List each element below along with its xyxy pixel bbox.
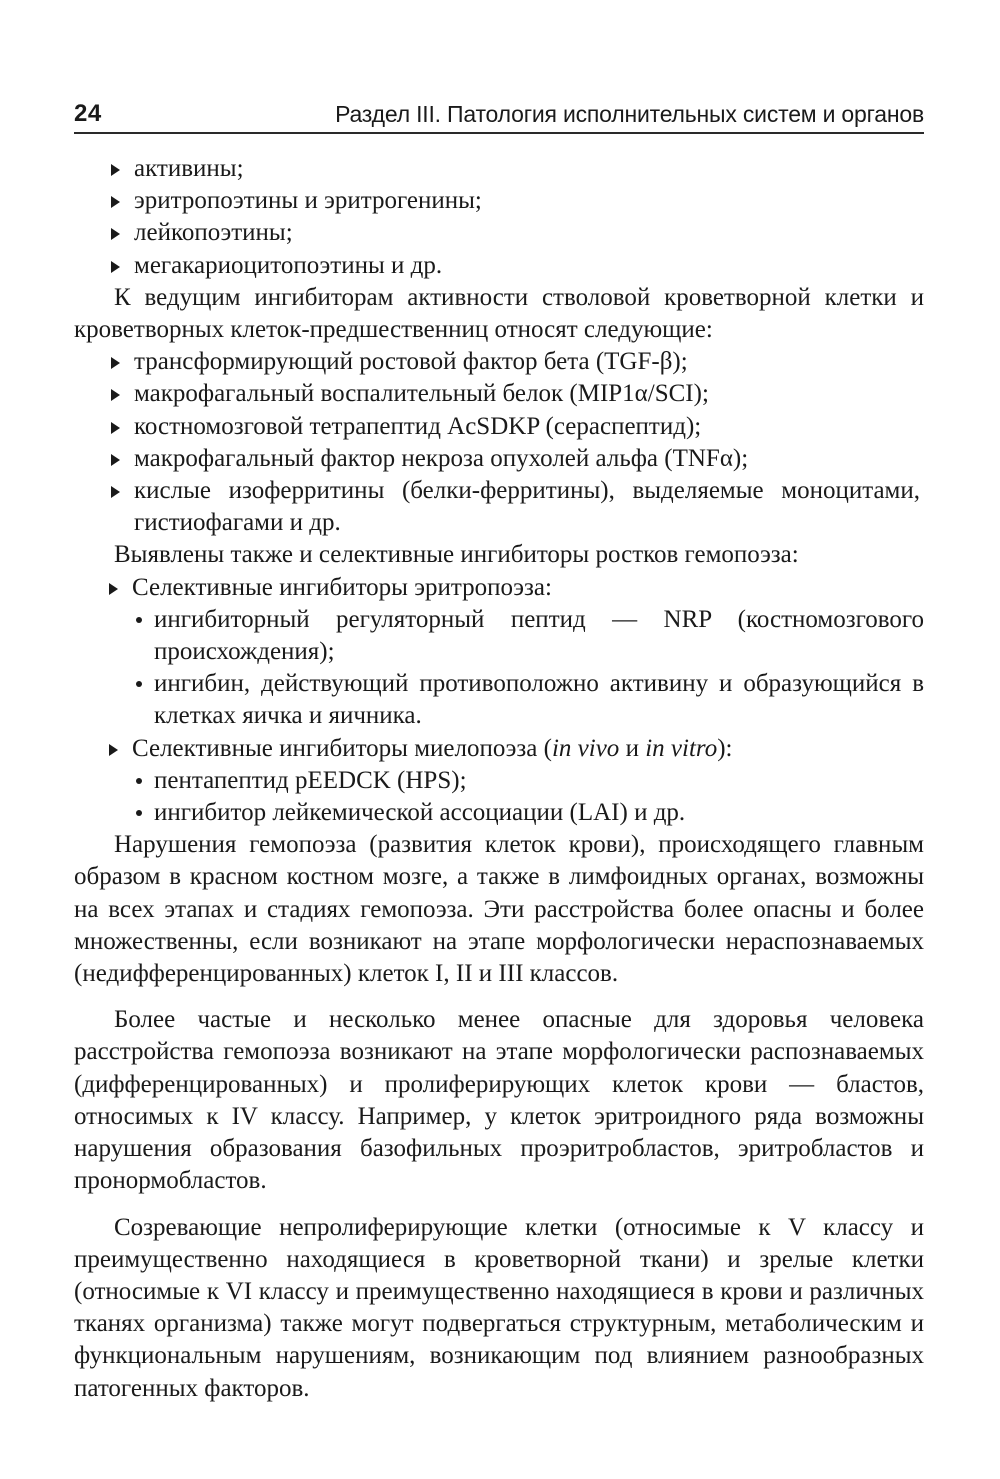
- triangle-bullet-icon: [111, 164, 120, 176]
- section-title: Раздел III. Патология исполнительных систем и органов: [335, 101, 924, 127]
- triangle-bullet-icon: [111, 389, 120, 401]
- triangle-bullet-icon: [111, 486, 120, 498]
- page-body: [74, 153, 924, 1405]
- paragraph: Нарушения гемопоэза (развития клеток крови), происходящего главным образом в красном костном мозге, а также в лимфоидных органах, возможны на всех этапах и стадиях гемопоэза. Эти расстройства более опасны и более множественны, если возникают на этапе морфологически нераспознаваемых (недифференцированных) клеток I, II и III классов.: [74, 831, 924, 988]
- triangle-bullet-icon: [111, 261, 120, 273]
- triangle-bullet-icon: [111, 228, 120, 240]
- dot-bullet-icon: [136, 778, 142, 784]
- in-vitro-term: in vitro: [645, 734, 718, 762]
- list-item: лейкопоэтины;: [74, 217, 920, 249]
- triangle-bullet-icon: [111, 422, 120, 434]
- triangle-bullet-icon: [109, 744, 118, 756]
- regulators-list: [74, 153, 924, 282]
- list-item: ингибиторный регуляторный пептид — NRP (костномозгового происхождения);: [74, 604, 924, 668]
- list-item: костномозговой тетрапептид AcSDKP (сераспептид);: [74, 411, 920, 443]
- running-header: [74, 98, 924, 134]
- triangle-bullet-icon: [111, 454, 120, 466]
- list-item: активины;: [74, 153, 920, 185]
- list-item: ингибитор лейкемической ассоциации (LAI) и др.: [74, 797, 924, 829]
- list-item: пентапептид pEEDCK (HPS);: [74, 765, 924, 797]
- list-item: макрофагальный фактор некроза опухолей альфа (TNFα);: [74, 443, 920, 475]
- list-item: ингибин, действующий противоположно активину и образующийся в клетках яичка и яичника.: [74, 668, 924, 732]
- dot-bullet-icon: [136, 617, 142, 623]
- selective-intro: Выявлены также и селективные ингибиторы ростков гемопоэза:: [114, 541, 799, 569]
- inhibitors-intro: К ведущим ингибиторам активности стволовой кроветворной клетки и кроветворных клеток-предшественниц относят следующие:: [74, 283, 924, 344]
- triangle-bullet-icon: [111, 357, 120, 369]
- dot-bullet-icon: [136, 681, 142, 687]
- in-vivo-term: in vivo: [551, 734, 620, 762]
- list-item: эритропоэтины и эритрогенины;: [74, 185, 920, 217]
- list-item: трансформирующий ростовой фактор бета (TGF-β);: [74, 346, 920, 378]
- inhibitors-list: [74, 346, 924, 539]
- paragraph: Созревающие непролиферирующие клетки (относимые к V классу и преимущественно находящиеся в кроветворной ткани) и зрелые клетки (относимые к VI классу и преимущественно находящиеся в крови и различных тканях организма) также могут подвергаться структурным, метаболическим и функциональным нарушениям, возникающим под влиянием разнообразных патогенных факторов.: [74, 1213, 924, 1402]
- list-item: кислые изоферритины (белки-ферритины), выделяемые моноцитами, гистиофагами и др.: [74, 475, 920, 539]
- triangle-bullet-icon: [109, 583, 118, 595]
- paragraph: Более частые и несколько менее опасные для здоровья человека расстройства гемопоэза возникают на этапе морфологически распознаваемых (дифференцированных) и пролиферирующих клеток крови — бластов, относимых к IV классу. Например, у клеток эритроидного ряда возможны нарушения образования базофильных проэритробластов, эритробластов и пронормобластов.: [74, 1006, 924, 1195]
- page-number: 24: [74, 100, 102, 127]
- list-item: мегакариоцитопоэтины и др.: [74, 250, 920, 282]
- list-item: макрофагальный воспалительный белок (MIP1α/SCI);: [74, 378, 920, 410]
- erythropoiesis-heading: Селективные ингибиторы эритропоэза:: [74, 572, 920, 604]
- triangle-bullet-icon: [111, 196, 120, 208]
- myelopoiesis-heading: Селективные ингибиторы миелопоэза (in vivo и in vitro):: [74, 733, 920, 765]
- dot-bullet-icon: [136, 810, 142, 816]
